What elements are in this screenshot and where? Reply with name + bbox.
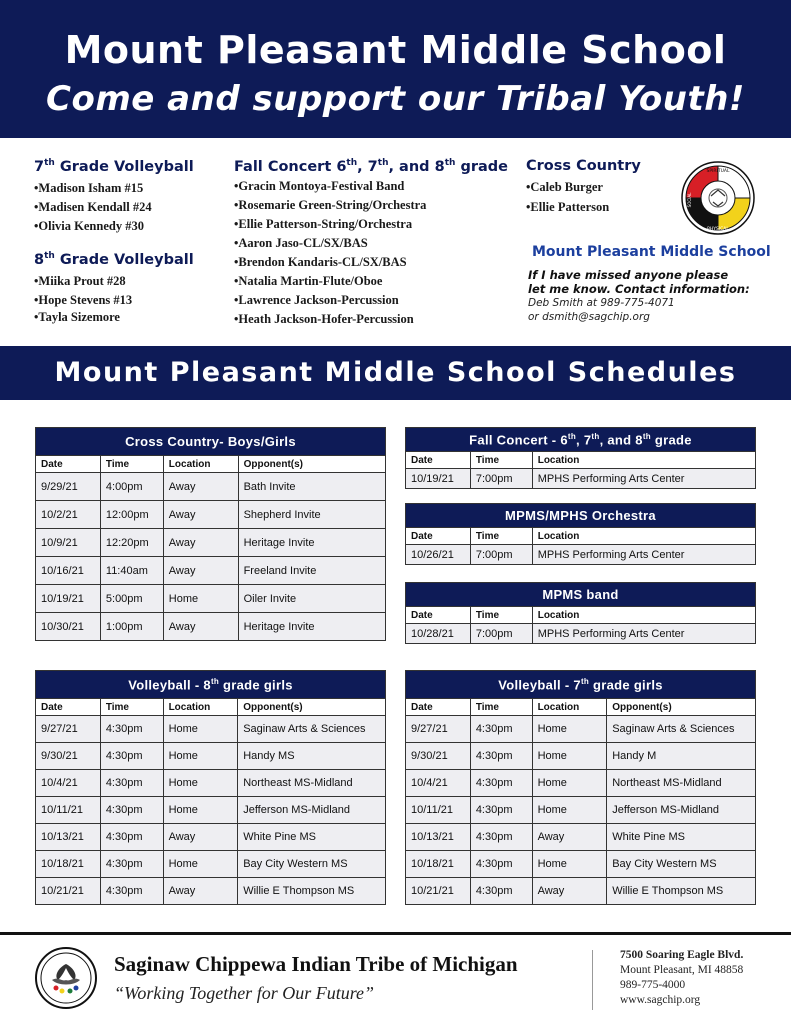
table-row — [406, 878, 756, 905]
column-header: Location — [532, 699, 607, 716]
table-cell: Saginaw Arts & Sciences — [238, 716, 386, 743]
column-header: Date — [36, 456, 101, 473]
table-row — [36, 557, 386, 585]
address-street: 7500 Soaring Eagle Blvd. — [620, 949, 744, 961]
column-header: Time — [470, 607, 532, 624]
table-cell: 9/30/21 — [406, 743, 471, 770]
table-row — [406, 770, 756, 797]
table-cell: 10/21/21 — [406, 878, 471, 905]
volleyball-8th-table — [35, 670, 386, 905]
table-cell: Home — [532, 797, 607, 824]
table-row — [36, 851, 386, 878]
page-subtitle: Come and support our Tribal Youth! — [46, 79, 745, 119]
table-row — [406, 851, 756, 878]
contact-line: let me know. Contact information: — [528, 282, 750, 296]
list-item: • Brendon Kandaris-CL/SX/BAS — [234, 253, 524, 272]
table-cell: 4:30pm — [470, 716, 532, 743]
table-cell: 4:30pm — [100, 770, 163, 797]
table-cell: 4:30pm — [470, 770, 532, 797]
table-cell: 10/19/21 — [36, 585, 101, 613]
table-cell: MPHS Performing Arts Center — [532, 624, 755, 644]
table-cell: 4:00pm — [100, 473, 163, 501]
table-cell: 10/28/21 — [406, 624, 471, 644]
list-item: • Olivia Kennedy #30 — [34, 217, 224, 236]
table-cell: Home — [532, 770, 607, 797]
table-cell: Away — [163, 473, 238, 501]
table-title: Cross Country- Boys/Girls — [36, 428, 386, 456]
vb8-heading: 8th Grade Volleyball — [34, 250, 194, 268]
fall-concert-table — [405, 427, 756, 489]
list-item: • Heath Jackson-Hofer-Percussion — [234, 310, 524, 329]
list-item: • Gracin Montoya-Festival Band — [234, 177, 524, 196]
table-row — [406, 743, 756, 770]
column-header: Location — [532, 452, 755, 469]
table-row — [406, 716, 756, 743]
page-title: Mount Pleasant Middle School — [64, 28, 727, 72]
table-title: Volleyball - 8th grade girls — [36, 671, 386, 699]
table-cell: 10/11/21 — [406, 797, 471, 824]
concert-roster-block — [234, 158, 524, 329]
contact-phone: Deb Smith at 989-775-4071 — [528, 297, 675, 309]
table-cell: 10/19/21 — [406, 469, 471, 489]
table-cell: Away — [163, 557, 238, 585]
table-row — [406, 797, 756, 824]
table-cell: Away — [163, 529, 238, 557]
column-header: Location — [163, 699, 238, 716]
table-cell: 10/4/21 — [406, 770, 471, 797]
xc-heading: Cross Country — [526, 158, 641, 174]
list-item: • Caleb Burger — [526, 177, 686, 197]
table-cell: Handy M — [607, 743, 756, 770]
mpms-logo-label: Mount Pleasant Middle School — [532, 244, 771, 260]
table-cell: 4:30pm — [100, 824, 163, 851]
list-item: • Ellie Patterson-String/Orchestra — [234, 215, 524, 234]
cross-country-roster-block — [526, 158, 686, 217]
table-cell: 10/30/21 — [36, 613, 101, 641]
list-item: • Rosemarie Green-String/Orchestra — [234, 196, 524, 215]
table-cell: Willie E Thompson MS — [238, 878, 386, 905]
table-cell: 10/13/21 — [406, 824, 471, 851]
table-row — [36, 613, 386, 641]
table-cell: Oiler Invite — [238, 585, 385, 613]
table-cell: White Pine MS — [238, 824, 386, 851]
list-item: • Natalia Martin-Flute/Oboe — [234, 272, 524, 291]
table-row — [36, 878, 386, 905]
table-title: Fall Concert - 6th, 7th, and 8th grade — [406, 428, 756, 452]
list-item: • Madison Isham #15 — [34, 179, 224, 198]
list-item: • Aaron Jaso-CL/SX/BAS — [234, 234, 524, 253]
table-cell: 12:00pm — [100, 501, 163, 529]
table-row — [406, 469, 756, 489]
volleyball-rosters — [34, 158, 224, 324]
address-phone: 989-775-4000 — [620, 979, 686, 991]
table-cell: Home — [532, 851, 607, 878]
table-cell: Away — [163, 878, 238, 905]
table-cell: 4:30pm — [100, 716, 163, 743]
table-cell: 4:30pm — [100, 878, 163, 905]
table-cell: Freeland Invite — [238, 557, 385, 585]
contact-line: If I have missed anyone please — [528, 268, 729, 282]
column-header: Date — [406, 528, 471, 545]
table-cell: Bath Invite — [238, 473, 385, 501]
list-item: • Miika Prout #28 — [34, 272, 224, 291]
table-cell: 4:30pm — [100, 851, 163, 878]
table-cell: 7:00pm — [470, 545, 532, 565]
column-header: Time — [470, 452, 532, 469]
table-cell: Shepherd Invite — [238, 501, 385, 529]
table-cell: Bay City Western MS — [238, 851, 386, 878]
seal-text-bottom: PHYSICAL — [707, 227, 729, 232]
table-row — [36, 716, 386, 743]
volleyball-7th-table — [405, 670, 756, 905]
table-cell: 7:00pm — [470, 469, 532, 489]
tribe-name: Saginaw Chippewa Indian Tribe of Michigan — [114, 952, 518, 976]
column-header: Date — [406, 699, 471, 716]
concert-heading: Fall Concert 6th, 7th, and 8th grade — [234, 158, 508, 175]
table-cell: 10/18/21 — [406, 851, 471, 878]
table-cell: 9/30/21 — [36, 743, 101, 770]
tribe-motto: “Working Together for Our Future” — [114, 983, 375, 1003]
list-item: • Hope Stevens #13 — [34, 291, 224, 310]
column-header: Time — [470, 528, 532, 545]
table-cell: Jefferson MS-Midland — [607, 797, 756, 824]
column-header: Opponent(s) — [238, 456, 385, 473]
table-cell: 4:30pm — [470, 743, 532, 770]
vb8-roster — [34, 272, 224, 324]
address-website: www.sagchip.org — [620, 994, 701, 1006]
contact-info — [528, 268, 778, 324]
table-cell: 7:00pm — [470, 624, 532, 644]
table-cell: 5:00pm — [100, 585, 163, 613]
table-cell: Away — [163, 501, 238, 529]
table-cell: 10/4/21 — [36, 770, 101, 797]
table-cell: 1:00pm — [100, 613, 163, 641]
table-cell: Home — [163, 743, 238, 770]
table-cell: MPHS Performing Arts Center — [532, 545, 755, 565]
table-cell: White Pine MS — [607, 824, 756, 851]
table-row — [36, 529, 386, 557]
table-cell: Bay City Western MS — [607, 851, 756, 878]
mpms-logo — [528, 240, 771, 264]
table-cell: Handy MS — [238, 743, 386, 770]
table-cell: Away — [532, 824, 607, 851]
column-header: Date — [36, 699, 101, 716]
list-item: • Tayla Sizemore — [34, 310, 224, 324]
table-row — [36, 770, 386, 797]
orchestra-table — [405, 503, 756, 565]
table-cell: 9/27/21 — [406, 716, 471, 743]
table-cell: Home — [532, 716, 607, 743]
table-title: MPMS/MPHS Orchestra — [406, 504, 756, 528]
table-cell: 4:30pm — [470, 824, 532, 851]
column-header: Date — [406, 607, 471, 624]
table-cell: Away — [163, 824, 238, 851]
table-row — [406, 824, 756, 851]
table-cell: Heritage Invite — [238, 529, 385, 557]
table-cell: Away — [163, 613, 238, 641]
footer-vertical-divider — [592, 950, 593, 1010]
table-cell: 10/16/21 — [36, 557, 101, 585]
table-row — [36, 473, 386, 501]
medicine-wheel-seal-icon — [680, 160, 756, 236]
schedules-banner: Mount Pleasant Middle School Schedules — [0, 346, 791, 400]
concert-roster — [234, 177, 524, 329]
footer-divider — [0, 932, 791, 935]
seal-text-left: SOCIAL — [687, 192, 692, 208]
table-cell: 12:20pm — [100, 529, 163, 557]
table-cell: 10/13/21 — [36, 824, 101, 851]
table-title: MPMS band — [406, 583, 756, 607]
vb7-roster — [34, 179, 224, 236]
table-cell: 10/11/21 — [36, 797, 101, 824]
table-cell: 10/26/21 — [406, 545, 471, 565]
table-cell: Northeast MS-Midland — [607, 770, 756, 797]
table-row — [36, 585, 386, 613]
table-cell: 4:30pm — [470, 797, 532, 824]
band-table — [405, 582, 756, 644]
tribe-address — [620, 948, 743, 1008]
table-row — [36, 824, 386, 851]
table-cell: 4:30pm — [100, 797, 163, 824]
column-header: Opponent(s) — [238, 699, 386, 716]
table-cell: Jefferson MS-Midland — [238, 797, 386, 824]
table-cell: Willie E Thompson MS — [607, 878, 756, 905]
list-item: • Madisen Kendall #24 — [34, 198, 224, 217]
table-cell: 9/29/21 — [36, 473, 101, 501]
top-banner — [0, 0, 791, 138]
column-header: Location — [163, 456, 238, 473]
column-header: Time — [470, 699, 532, 716]
table-cell: 11:40am — [100, 557, 163, 585]
column-header: Time — [100, 699, 163, 716]
column-header: Location — [532, 528, 755, 545]
seal-text-top: SPIRITUAL — [706, 169, 730, 174]
column-header: Time — [100, 456, 163, 473]
xc-roster — [526, 177, 686, 217]
table-cell: Away — [532, 878, 607, 905]
table-cell: 10/21/21 — [36, 878, 101, 905]
contact-email: or dsmith@sagchip.org — [528, 311, 650, 323]
table-cell: Home — [163, 851, 238, 878]
tribe-seal-icon — [34, 946, 98, 1010]
table-cell: 9/27/21 — [36, 716, 101, 743]
table-cell: Heritage Invite — [238, 613, 385, 641]
vb7-heading: 7th Grade Volleyball — [34, 158, 194, 175]
table-row — [36, 797, 386, 824]
table-row — [406, 624, 756, 644]
table-cell: 4:30pm — [100, 743, 163, 770]
table-cell: MPHS Performing Arts Center — [532, 469, 755, 489]
column-header: Location — [532, 607, 755, 624]
table-cell: Northeast MS-Midland — [238, 770, 386, 797]
table-cell: Saginaw Arts & Sciences — [607, 716, 756, 743]
table-cell: 4:30pm — [470, 851, 532, 878]
table-cell: Home — [532, 743, 607, 770]
address-city: Mount Pleasant, MI 48858 — [620, 964, 744, 976]
table-cell: Home — [163, 797, 238, 824]
table-cell: 10/18/21 — [36, 851, 101, 878]
table-row — [36, 743, 386, 770]
list-item: • Lawrence Jackson-Percussion — [234, 291, 524, 310]
table-cell: Home — [163, 716, 238, 743]
table-cell: Home — [163, 770, 238, 797]
table-row — [406, 545, 756, 565]
table-cell: 10/2/21 — [36, 501, 101, 529]
list-item: • Ellie Patterson — [526, 197, 686, 217]
column-header: Opponent(s) — [607, 699, 756, 716]
table-cell: 10/9/21 — [36, 529, 101, 557]
table-cell: 4:30pm — [470, 878, 532, 905]
table-cell: Home — [163, 585, 238, 613]
table-title: Volleyball - 7th grade girls — [406, 671, 756, 699]
table-row — [36, 501, 386, 529]
column-header: Date — [406, 452, 471, 469]
cross-country-table — [35, 427, 386, 641]
